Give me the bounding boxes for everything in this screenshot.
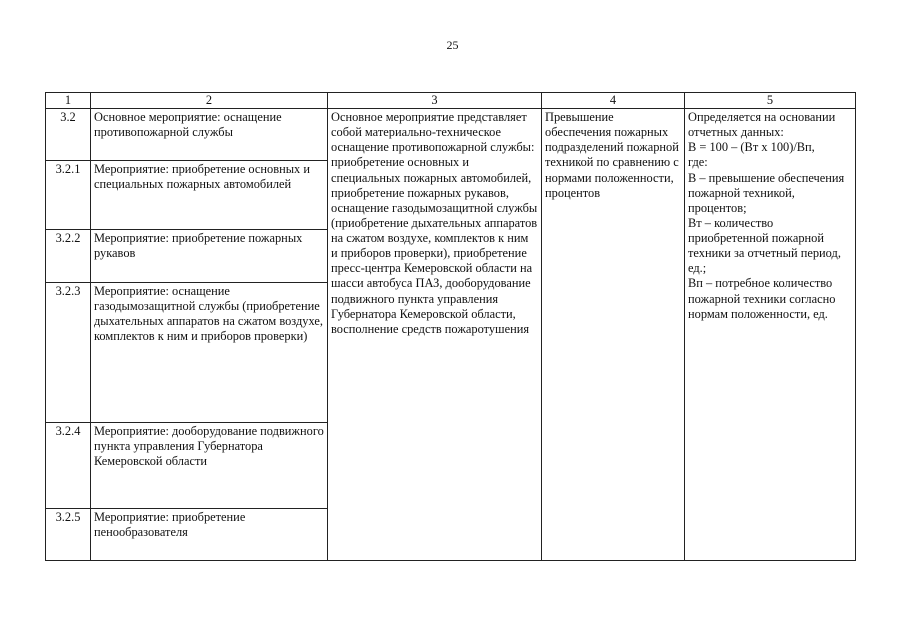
indicator-name: Превышение обеспечения пожарных подразделений пожарной техникой по сравнению с нормами положенности, процентов bbox=[542, 109, 685, 561]
column-header-3: 3 bbox=[328, 93, 542, 109]
row-number: 3.2.5 bbox=[46, 509, 91, 561]
calculation-method bbox=[685, 109, 856, 561]
table-row bbox=[46, 109, 856, 161]
measure-name: Мероприятие: оснащение газодымозащитной службы (приобретение дыхательных аппаратов на сжатом воздухе, комплектов к ним и приборов проверки) bbox=[91, 283, 328, 423]
method-def-bt: Вт – количество приобретенной пожарной техники за отчетный период, ед.; bbox=[688, 215, 841, 276]
measures-table bbox=[45, 92, 856, 561]
page-number: 25 bbox=[446, 38, 459, 52]
method-def-bp: Вп – потребное количество пожарной техники согласно нормам положенности, ед. bbox=[688, 276, 836, 321]
row-number: 3.2 bbox=[46, 109, 91, 161]
column-header-2: 2 bbox=[91, 93, 328, 109]
method-def-b: В – превышение обеспечения пожарной техникой, процентов; bbox=[688, 170, 845, 215]
measure-name: Мероприятие: приобретение пенообразователя bbox=[91, 509, 328, 561]
row-number: 3.2.4 bbox=[46, 423, 91, 509]
method-formula: В = 100 – (Вт х 100)/Вп, bbox=[688, 140, 815, 155]
row-number: 3.2.2 bbox=[46, 230, 91, 283]
row-number: 3.2.1 bbox=[46, 161, 91, 230]
measure-description: Основное мероприятие представляет собой материально-техническое оснащение противопожарной службы: приобретение основных и специальных пожарных автомобилей, приобретение пожарных рукавов, оснащение газодымозащитной службы (приобретение дыхательных аппаратов на сжатом воздухе, комплектов к ним и приборов проверки), приобретение пресс-центра Кемеровской области на шасси автобуса ПАЗ, дооборудование подвижного пункта управления Губернатора Кемеровской области, восполнение средств пожаротушения bbox=[328, 109, 542, 561]
measure-name: Мероприятие: приобретение основных и специальных пожарных автомобилей bbox=[91, 161, 328, 230]
column-number-row bbox=[46, 93, 856, 109]
measure-name: Мероприятие: дооборудование подвижного пункта управления Губернатора Кемеровской области bbox=[91, 423, 328, 509]
column-header-1: 1 bbox=[46, 93, 91, 109]
row-number: 3.2.3 bbox=[46, 283, 91, 423]
method-where: где: bbox=[688, 155, 708, 170]
column-header-4: 4 bbox=[542, 93, 685, 109]
column-header-5: 5 bbox=[685, 93, 856, 109]
measure-name: Основное мероприятие: оснащение противопожарной службы bbox=[91, 109, 328, 161]
measure-name: Мероприятие: приобретение пожарных рукавов bbox=[91, 230, 328, 283]
method-intro: Определяется на основании отчетных данных: bbox=[688, 110, 836, 140]
